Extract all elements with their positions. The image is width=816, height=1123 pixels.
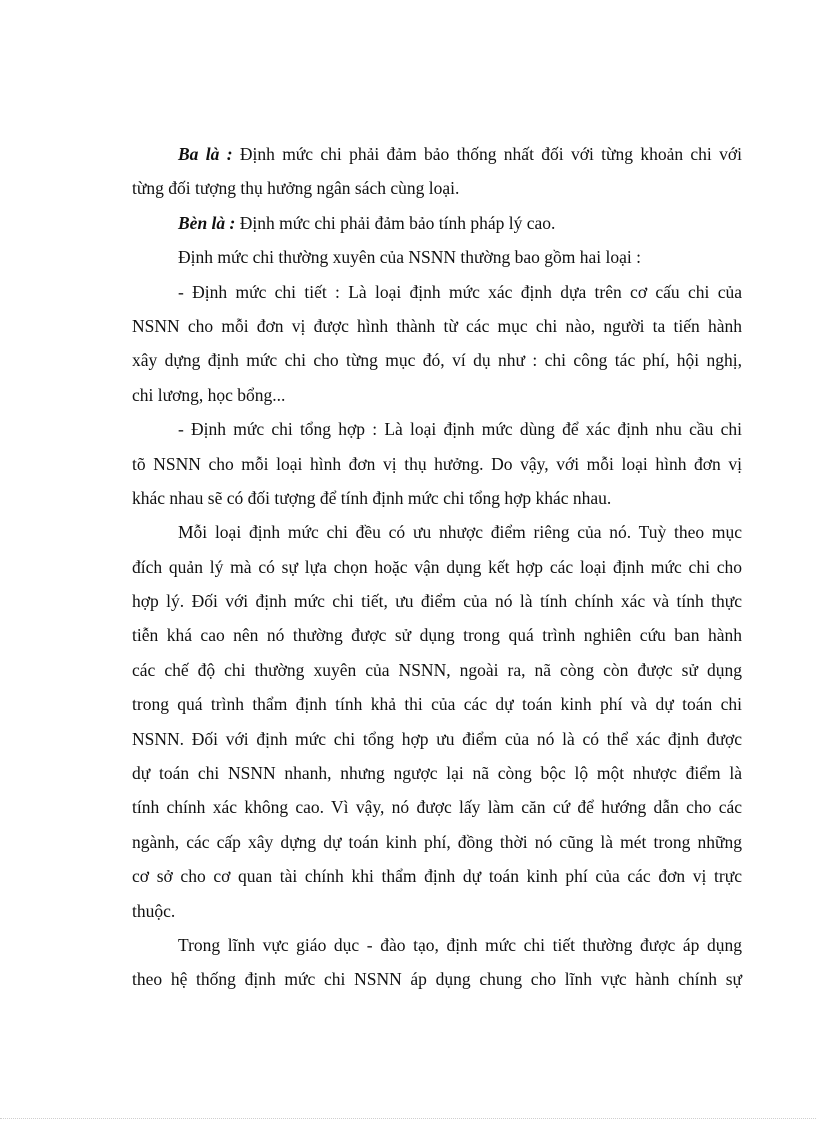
text-line: - Định mức chi tổng hợp : Là loại định mức dùng để xác định nhu cầu chi	[178, 419, 742, 440]
text-line: - Định mức chi tiết : Là loại định mức xác định dựa trên cơ cấu chi của	[178, 281, 742, 302]
text-line: tõ NSNN cho mỗi loại hình đơn vị thụ hưởng. Do vậy, với mỗi loại hình đơn vị	[132, 453, 742, 474]
paragraph	[132, 137, 742, 206]
text-line: thuộc.	[132, 900, 176, 921]
paragraph	[132, 515, 742, 928]
text-line: từng đối tượng thụ hưởng ngân sách cùng loại.	[132, 178, 460, 199]
text-line: hợp lý. Đối với định mức chi tiết, ưu điểm của nó là tính chính xác và tính thực	[132, 591, 742, 612]
text-line: Trong lĩnh vực giáo dục - đào tạo, định mức chi tiết thường được áp dụng	[178, 934, 742, 955]
text-line: ngành, các cấp xây dựng dự toán kinh phí, đồng thời nó cũng là mét trong những	[132, 831, 742, 852]
lead-label: Ba là :	[178, 144, 233, 164]
text-line: NSNN cho mỗi đơn vị được hình thành từ các mục chi nào, người ta tiến hành	[132, 315, 742, 336]
text-line: theo hệ thống định mức chi NSNN áp dụng chung cho lĩnh vực hành chính sự	[132, 969, 742, 990]
text-line: chi lương, học bổng...	[132, 384, 286, 405]
text-line: xây dựng định mức chi cho từng mục đó, ví dụ như : chi công tác phí, hội nghị,	[132, 350, 742, 371]
body-text	[132, 137, 742, 997]
text-line: Bèn là : Định mức chi phải đảm bảo tính pháp lý cao.	[178, 212, 556, 233]
paragraph	[132, 928, 742, 997]
text-line: trong quá trình thẩm định tính khả thi của các dự toán kinh phí và dự toán chi	[132, 694, 742, 715]
text-line: NSNN. Đối với định mức chi tổng hợp ưu điểm của nó là có thể xác định được	[132, 728, 742, 749]
page-bottom-divider	[0, 1118, 816, 1119]
paragraph	[132, 275, 742, 413]
text-line: đích quản lý mà có sự lựa chọn hoặc vận dụng kết hợp các loại định mức chi cho	[132, 556, 742, 577]
text-line: tính chính xác không cao. Vì vậy, nó được lấy làm căn cứ để hướng dẫn cho các	[132, 797, 742, 818]
lead-label: Bèn là :	[178, 212, 236, 233]
text-line: Ba là : Định mức chi phải đảm bảo thống nhất đối với từng khoản chi với	[178, 144, 742, 164]
paragraph	[132, 240, 742, 274]
text-line: tiễn khá cao nên nó thường được sử dụng trong quá trình nghiên cứu ban hành	[132, 625, 742, 646]
text-line: các chế độ chi thường xuyên của NSNN, ngoài ra, nã còng còn được sử dụng	[132, 659, 742, 680]
text-line: dự toán chi NSNN nhanh, nhưng ngược lại nã còng bộc lộ một nhược điểm là	[132, 763, 742, 784]
text-line: Định mức chi thường xuyên của NSNN thường bao gồm hai loại :	[178, 247, 642, 268]
paragraph	[132, 206, 742, 240]
text-line: cơ sở cho cơ quan tài chính khi thẩm định dự toán kinh phí của các đơn vị trực	[132, 866, 742, 887]
paragraph	[132, 412, 742, 515]
text-line: khác nhau sẽ có đối tượng để tính định mức chi tổng hợp khác nhau.	[132, 487, 612, 508]
text-line: Mỗi loại định mức chi đều có ưu nhược điểm riêng của nó. Tuỳ theo mục	[178, 522, 742, 543]
